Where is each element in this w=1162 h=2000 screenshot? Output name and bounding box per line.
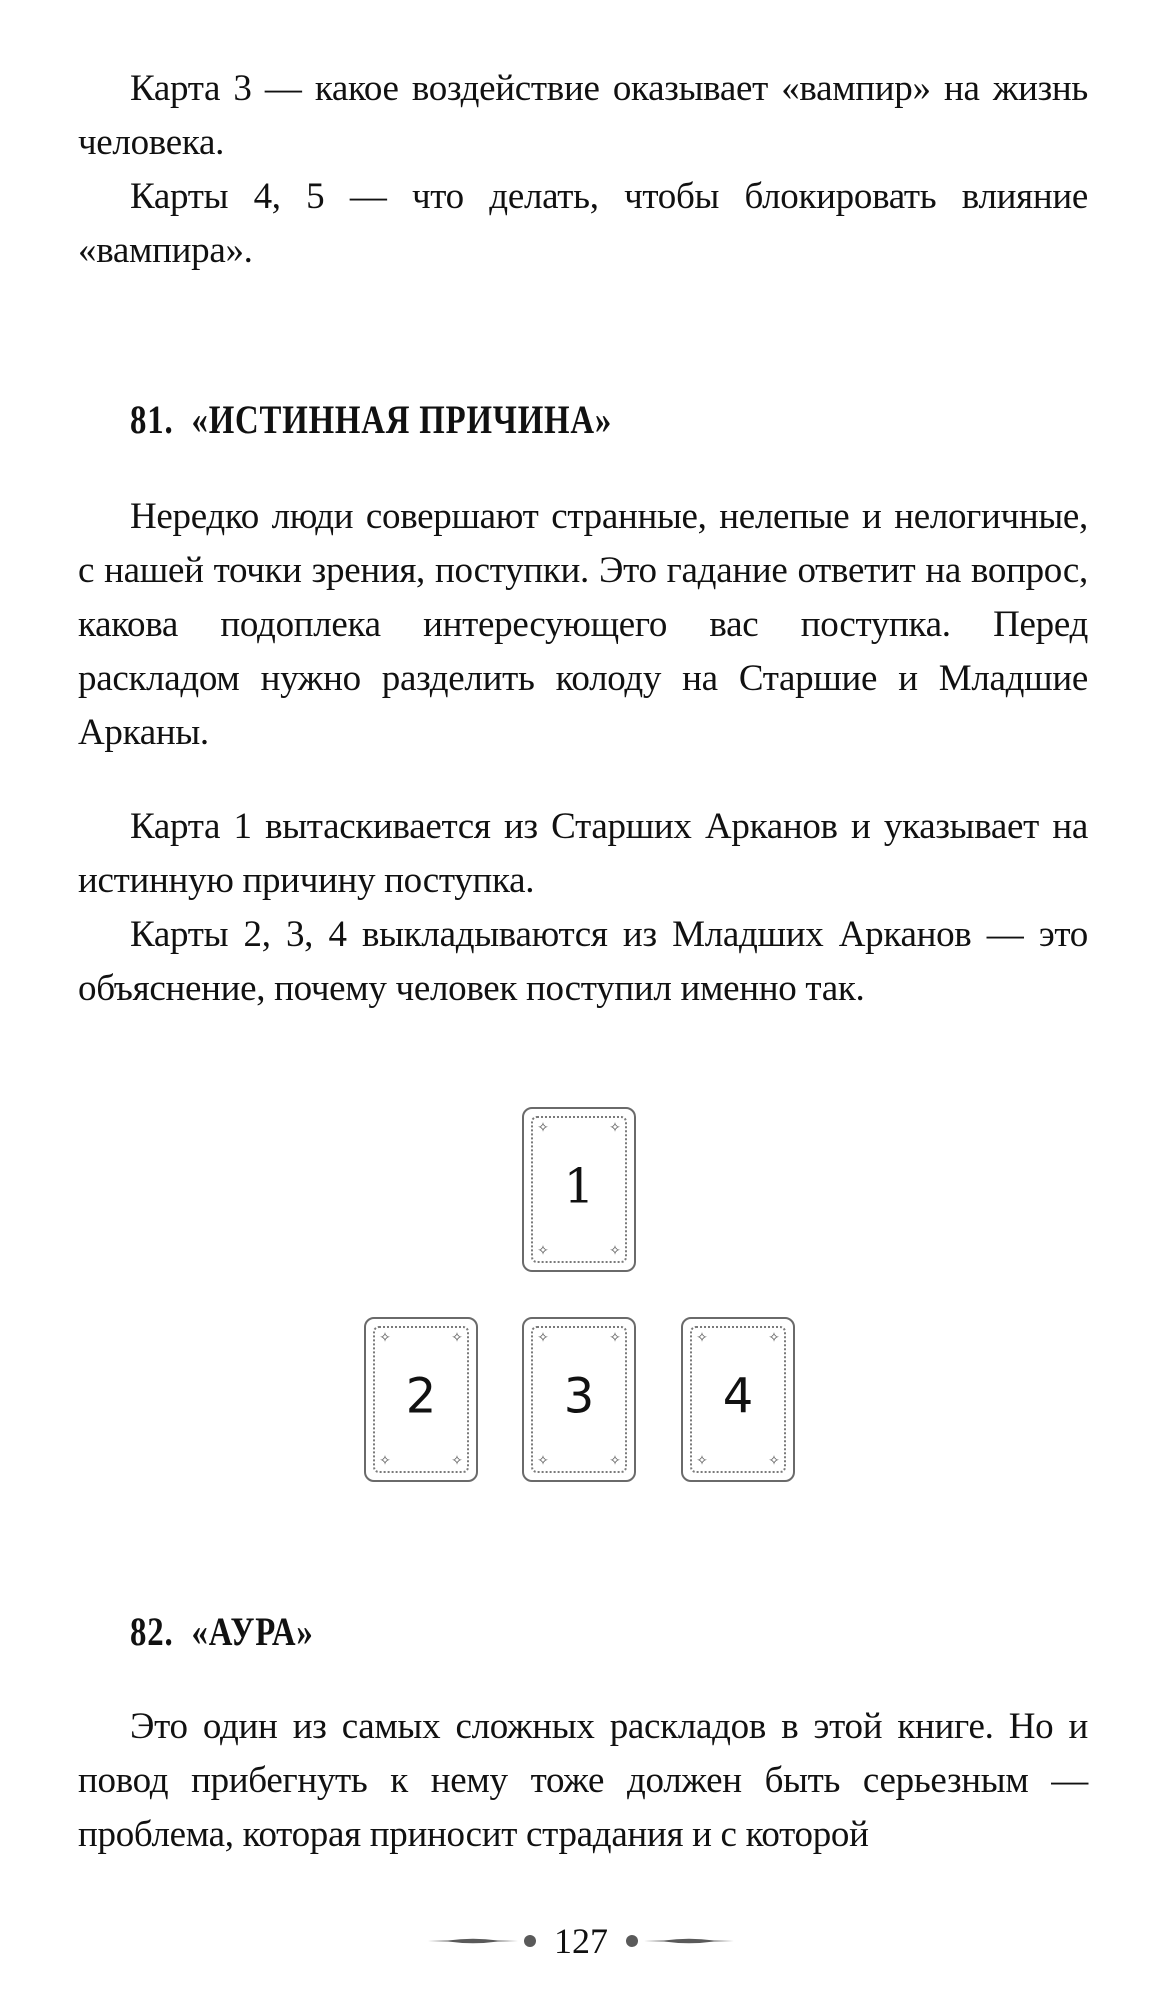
flourish-right-icon: [644, 1936, 734, 1946]
section-81-heading: [130, 395, 612, 445]
card-number: 3: [563, 1368, 595, 1425]
card-number: 4: [722, 1368, 754, 1425]
tarot-card-2: [364, 1317, 478, 1482]
star-icon: ✧: [696, 1330, 708, 1346]
star-icon: ✧: [609, 1330, 621, 1346]
star-icon: ✧: [451, 1330, 463, 1346]
star-icon: ✧: [379, 1330, 391, 1346]
section-title: «АУРА»: [191, 1609, 314, 1654]
star-icon: ✧: [537, 1330, 549, 1346]
paragraph-intro-82: Это один из самых сложных раскладов в этой книге. Но и повод прибегнуть к нему тоже должен быть серьезным — проблема, которая приносит страдания и с которой: [78, 1706, 1088, 1855]
card-number: 2: [405, 1368, 437, 1425]
card-number: 1: [563, 1158, 595, 1215]
tarot-card-4: [681, 1317, 795, 1482]
star-icon: ✧: [451, 1453, 463, 1469]
star-icon: ✧: [609, 1453, 621, 1469]
page-number: 127: [554, 1921, 608, 1961]
section-number: 81.: [130, 397, 174, 442]
tarot-card-3: [522, 1317, 636, 1482]
star-icon: ✧: [537, 1243, 549, 1259]
star-icon: ✧: [696, 1453, 708, 1469]
paragraph-card1: Карта 1 вытаскивается из Старших Арканов и указывает на истинную причину поступка.: [78, 806, 1088, 901]
star-icon: ✧: [609, 1120, 621, 1136]
paragraph-cards45: Карты 4, 5 — что делать, чтобы блокировать влияние «вампира».: [78, 176, 1088, 271]
section-number: 82.: [130, 1609, 174, 1654]
flourish-left-icon: [428, 1936, 518, 1946]
section-82-heading: [130, 1607, 314, 1657]
page-footer: [0, 1916, 1162, 1966]
star-icon: ✧: [768, 1330, 780, 1346]
star-icon: ✧: [379, 1453, 391, 1469]
ornament-dot-icon: [524, 1935, 536, 1947]
paragraph-intro-81: Нередко люди совершают странные, нелепые и нелогичные, с нашей точки зрения, поступки. Это гадание ответит на вопрос, какова подоплека интересующего вас поступка. Перед раскладом нужно разделить колоду на Старшие и Младшие Арканы.: [78, 496, 1088, 753]
paragraph-card3: Карта 3 — какое воздействие оказывает «вампир» на жизнь человека.: [78, 68, 1088, 163]
paragraph-cards234: Карты 2, 3, 4 выкладываются из Младших Арканов — это объяснение, почему человек поступил именно так.: [78, 914, 1088, 1009]
star-icon: ✧: [609, 1243, 621, 1259]
tarot-card-1: [522, 1107, 636, 1272]
ornament-dot-icon: [626, 1935, 638, 1947]
star-icon: ✧: [537, 1120, 549, 1136]
star-icon: ✧: [537, 1453, 549, 1469]
section-title: «ИСТИННАЯ ПРИЧИНА»: [191, 397, 613, 442]
star-icon: ✧: [768, 1453, 780, 1469]
